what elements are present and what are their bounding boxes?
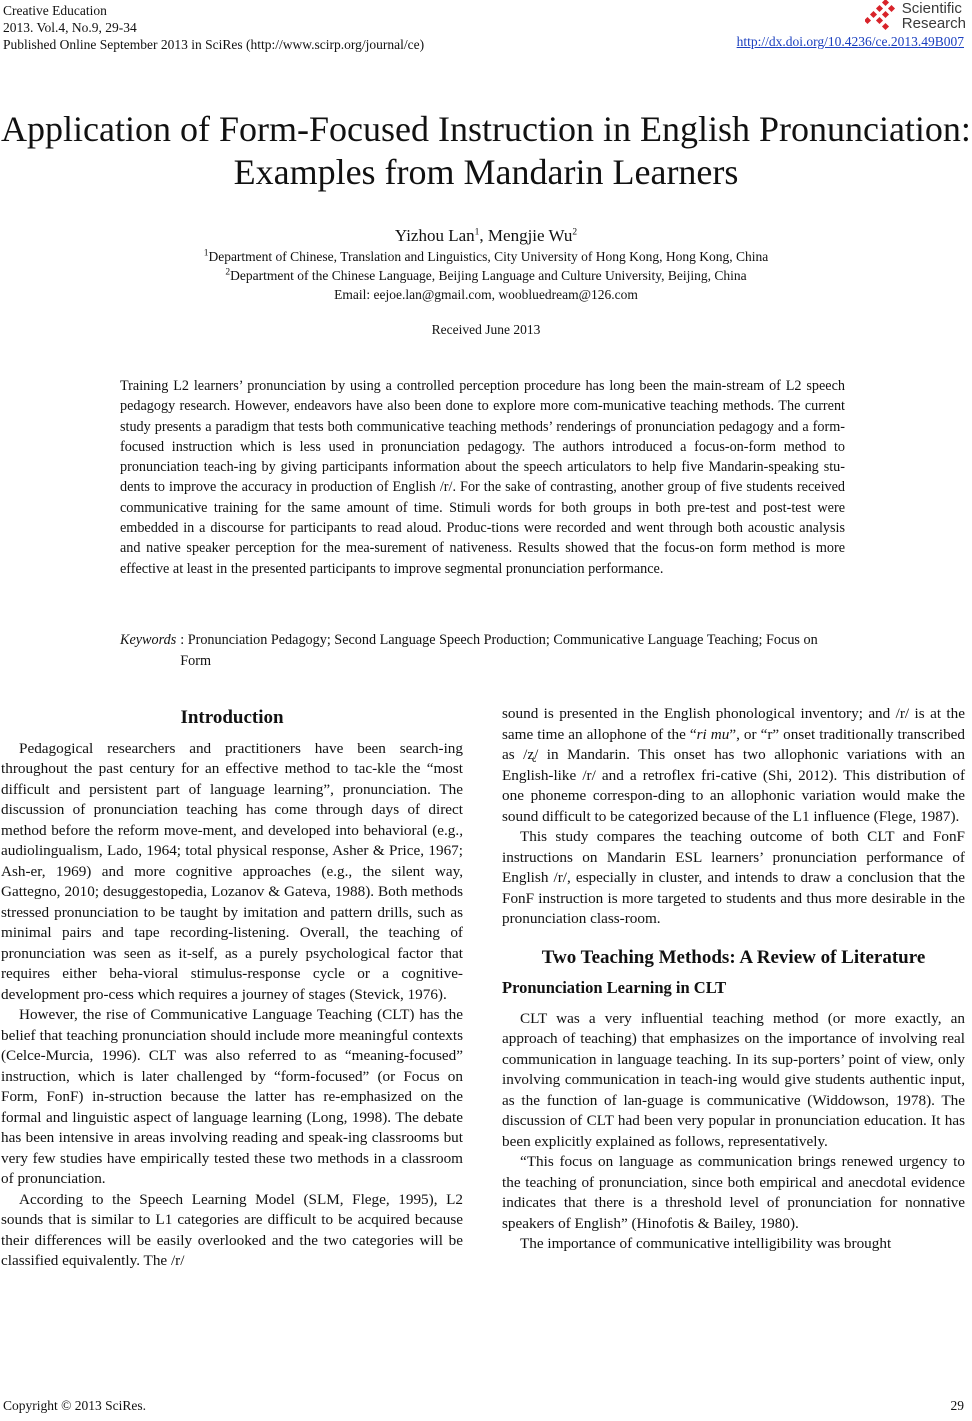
paragraph (502, 704, 965, 827)
left-column (1, 704, 463, 1272)
author-affiliation-mark: 1 (474, 227, 480, 238)
logo-line-2: Research (901, 15, 966, 32)
author-list (0, 226, 972, 246)
paper-title (0, 108, 972, 194)
author-name: Mengjie Wu (487, 226, 573, 245)
paragraph: CLT was a very influential teaching method (or more exactly, an approach of teaching) that emphasizes on the importance of involving real communication in language teaching. In its sup-porters’ point of view, only involving communication in teach-ing would give students authentic input, as the function of lan-guage is communicative (Widdowson, 1978). The discussion of CLT had been very popular in pronunciation education. It has been explicitly explained as follows, representatively. (502, 1009, 965, 1150)
section-heading: Two Teaching Methods: A Review of Literature (541, 946, 926, 968)
author-email: Email: eejoe.lan@gmail.com, woobluedream@126.com (334, 287, 638, 302)
keywords (120, 630, 820, 672)
paragraph: “This focus on language as communication brings renewed urgency to the teaching of pronunciation, since both empirical and anecdotal evidence indicates that there is a threshold level of pronunciation for nonnative speakers of English” (Hinofotis & Bailey, 1980). (502, 1153, 965, 1232)
doi-container (737, 34, 964, 50)
author-affiliation-mark: 2 (572, 227, 578, 238)
title-line-1: Application of Form-Focused Instruction in English Pronunciation: (1, 109, 971, 149)
keywords-label: Keywords (120, 632, 177, 648)
paragraph: However, the rise of Communicative Language Teaching (CLT) has the belief that teaching pronunciation should include more meaningful contexts (Celce-Murcia, 1996). CLT was also referred to as “meaning-focused” instruction, which is later challenged by “form-focused” (or Focus on Form, FonF) in-struction because the latter has re-emphasized on the formal and linguistic aspect of language learning (Long, 1998). The debate has been intensive in areas involving reading and speak-ing classrooms but very few studies have empirically tested these two methods in a classroom of pronunciation. (1, 1006, 463, 1187)
paragraph: According to the Speech Learning Model (SLM, Flege, 1995), L2 sounds that is similar to L1 categories are difficult to be acquired because their differences will be easily overlooked and the two categories will be classified equivalently. The /r/ (1, 1190, 463, 1269)
author-name: Yizhou Lan (394, 226, 475, 245)
keywords-list: : Pronunciation Pedagogy; Second Language Speech Production; Communicative Language Teaching; Focus on Form (180, 632, 818, 669)
journal-volume: 2013. Vol.4, No.9, 29-34 (3, 20, 137, 35)
copyright-notice: Copyright © 2013 SciRes. (3, 1398, 147, 1413)
affiliation (0, 268, 972, 284)
section-heading: Introduction (180, 707, 284, 728)
title-line-2: Examples from Mandarin Learners (233, 152, 739, 192)
paragraph-text: sound is presented in the English phonological inventory; and /r/ is at the same time an allophone of the “ (502, 705, 965, 743)
paragraph-text: ”, or “r” onset traditionally transcribed as /ʐ/ in Mandarin. This onset has two allophonic variations with an English-like /r/ and a retroflex fri-cative (Shi, 2012). This distribution of one phoneme correspon-ding to an allophonic variation would make the sound difficult to be categorized because of the L1 influence (Flege, 1987). (502, 725, 965, 825)
logo-line-1: Scientific (901, 0, 962, 17)
logo-text (902, 1, 966, 31)
page-number: 29 (950, 1398, 964, 1413)
affiliation-text: Department of Chinese, Translation and Linguistics, City University of Hong Kong, Hong Kong, China (208, 249, 769, 264)
author-separator: , (479, 226, 488, 245)
affiliation (0, 249, 972, 265)
journal-name: Creative Education (3, 3, 107, 18)
right-column (502, 704, 965, 1255)
paragraph: Pedagogical researchers and practitioners have been search-ing throughout the past century for an effective method to tac-kle the “most difficult and persistent part of language learning”, pronunciation. The discussion of pronunciation teaching has come through days of direct method before the reform move-ment, and developed into behavioral (e.g., audiolingualism, Lado, 1964; total physical response, Asher & Price, 1967; Ash-er, 1969) and more cognitive approaches (e.g., the silent way, Gattegno, 2010; desuggestopedia, Lozanov & Gateva, 1988). Both methods stressed pronunciation to be taught by imitation and pattern drills, such as minimal pairs and tape recording-listening. Overall, the teaching of pronunciation was seen as it-self, as a purely psychological factor that requires either beha-vioral stimulus-response cycle or a cognitive-development pro-cess which requires a journey of stages (Stevick, 1976). (1, 739, 463, 1003)
scientific-research-logo-icon (865, 0, 899, 32)
paragraph: This study compares the teaching outcome of both CLT and FonF instructions on Mandarin ESL learners’ pronunciation performance of English /r/, especially in cluster, and intends to draw a conclusion that the FonF instruction is more targeted to students and thus more desirable in the pronunciation class-room. (502, 828, 965, 927)
doi-link[interactable]: http://dx.doi.org/10.4236/ce.2013.49B007 (736, 34, 964, 49)
affiliation-text: Department of the Chinese Language, Beijing Language and Culture University, Beijing, China (230, 268, 747, 283)
abstract: Training L2 learners’ pronunciation by using a controlled perception procedure has long been the main-stream of L2 speech pedagogy research. However, endeavors have also been done to explore more com-municative teaching methods. The current study presents a paradigm that tests both communicative teaching methods’ renderings of pronunciation pedagogy and a form-focused instruction which is less used in pronunciation pedagogy. The authors introduced a focus-on-form method to pronunciation teach-ing by giving participants information about the speech articulators to help five Mandarin-speaking stu-dents to improve the accuracy in production of English /r/. For the sake of contrasting, another group of five students received communicative training for the same amount of time. Stimuli words for both groups in both pre-test and post-test were embedded in a discourse for participants to read aloud. Produc-tions were recorded and went through both acoustic analysis and native speaker perception for the mea-surement of nativeness. Results showed that the focus-on form method is more effective at least in the presented participants to improve segmental pronunciation performance. (120, 378, 845, 577)
journal-header (3, 2, 424, 53)
affiliation-mark: 2 (225, 267, 231, 278)
received-date: Received June 2013 (431, 322, 541, 337)
paragraph: The importance of communicative intelligibility was brought (520, 1235, 892, 1252)
subsection-heading: Pronunciation Learning in CLT (502, 978, 727, 997)
publisher-logo (865, 0, 966, 32)
italic-term: ri mu (696, 725, 730, 743)
affiliation-mark: 1 (203, 248, 209, 259)
publication-note: Published Online September 2013 in SciRes (http://www.scirp.org/journal/ce) (3, 37, 425, 52)
